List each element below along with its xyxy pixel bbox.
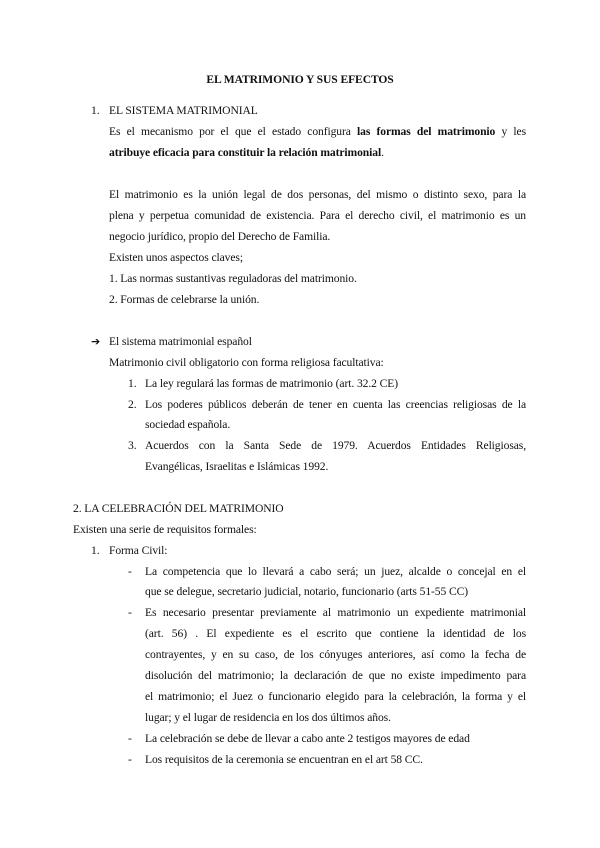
definition-text-a: Es el mecanismo por el que el estado configura [109,125,358,138]
section-2-heading: 2. LA CELEBRACIÓN DEL MATRIMONIO [73,502,284,515]
arrow-bullet-icon: ➔ [91,335,101,348]
aspect-item-2: 2. Formas de celebrarse la unión. [109,293,260,306]
spanish-item-2-line-1: Los poderes públicos deberán de tener en cuenta las creencias religiosas de la [145,398,526,411]
section-1-number: 1. [91,104,100,117]
bullet-1-line-1: La competencia que lo llevará a cabo será; un juez, alcalde o concejal en el [145,565,526,578]
bullet-4-text: Los requisitos de la ceremonia se encuentran en el art 58 CC. [145,753,423,766]
paragraph-line-3: negocio jurídico, propio del Derecho de Familia. [109,230,331,243]
dash-bullet-4: - [128,753,132,766]
bullet-1-line-2: que se delegue, secretario judicial, notario, funcionario (arts 51-55 CC) [145,585,469,598]
spanish-item-3-line-2: Evangélicas, Israelitas e Islámicas 1992. [145,460,329,473]
spanish-item-2-line-2: sociedad española. [145,418,231,431]
aspects-intro: Existen unos aspectos claves; [109,251,243,264]
spanish-item-1: La ley regulará las formas de matrimonio (art. 32.2 CE) [145,377,399,390]
bullet-2-line-5: el matrimonio; el Juez o funcionario elegido para la celebración, la forma y el [145,690,526,703]
spanish-item-3-line-1: Acuerdos con la Santa Sede de 1979. Acuerdos Entidades Religiosas, [145,439,526,452]
definition-text-c: y les [495,125,526,138]
spanish-system-heading: El sistema matrimonial español [109,335,252,348]
definition-period: . [381,146,384,159]
bullet-2-line-4: disolución del matrimonio; la declaración de que no existe impedimento para [145,669,526,682]
document-title: EL MATRIMONIO Y SUS EFECTOS [206,73,394,86]
bullet-2-line-6: lugar; y el lugar de residencia en los dos últimos años. [145,711,391,724]
bullet-2-line-3: contrayentes, y en su caso, de los cónyuges anteriores, así como la fecha de [145,648,526,661]
section-2-intro: Existen una serie de requisitos formales: [73,523,257,536]
definition-line-2 [109,146,384,160]
list-number-2: 2. [128,398,137,411]
list-number-1: 1. [128,377,137,390]
paragraph-line-1: El matrimonio es la unión legal de dos personas, del mismo o distinto sexo, para la [109,188,526,201]
bullet-2-line-2: (art. 56) . El expediente es el escrito que contiene la identidad de los [145,627,526,640]
dash-bullet-2: - [128,606,132,619]
section-1-heading: EL SISTEMA MATRIMONIAL [109,104,258,117]
dash-bullet-3: - [128,732,132,745]
dash-bullet-1: - [128,565,132,578]
list-number-3: 3. [128,439,137,452]
definition-line-1 [109,125,526,139]
form-number: 1. [91,544,100,557]
paragraph-line-2: plena y perpetua comunidad de existencia. Para el derecho civil, el matrimonio es un [109,209,526,222]
bullet-2-line-1: Es necesario presentar previamente al matrimonio un expediente matrimonial [145,606,526,619]
form-civil-heading: Forma Civil: [109,544,168,557]
aspect-item-1: 1. Las normas sustantivas reguladoras del matrimonio. [109,272,357,285]
definition-bold-b: atribuye eficacia para constituir la relación matrimonial [109,146,382,159]
definition-bold-a: las formas del matrimonio [357,125,496,138]
spanish-system-intro: Matrimonio civil obligatorio con forma religiosa facultativa: [109,356,384,369]
bullet-3-text: La celebración se debe de llevar a cabo ante 2 testigos mayores de edad [145,732,470,745]
